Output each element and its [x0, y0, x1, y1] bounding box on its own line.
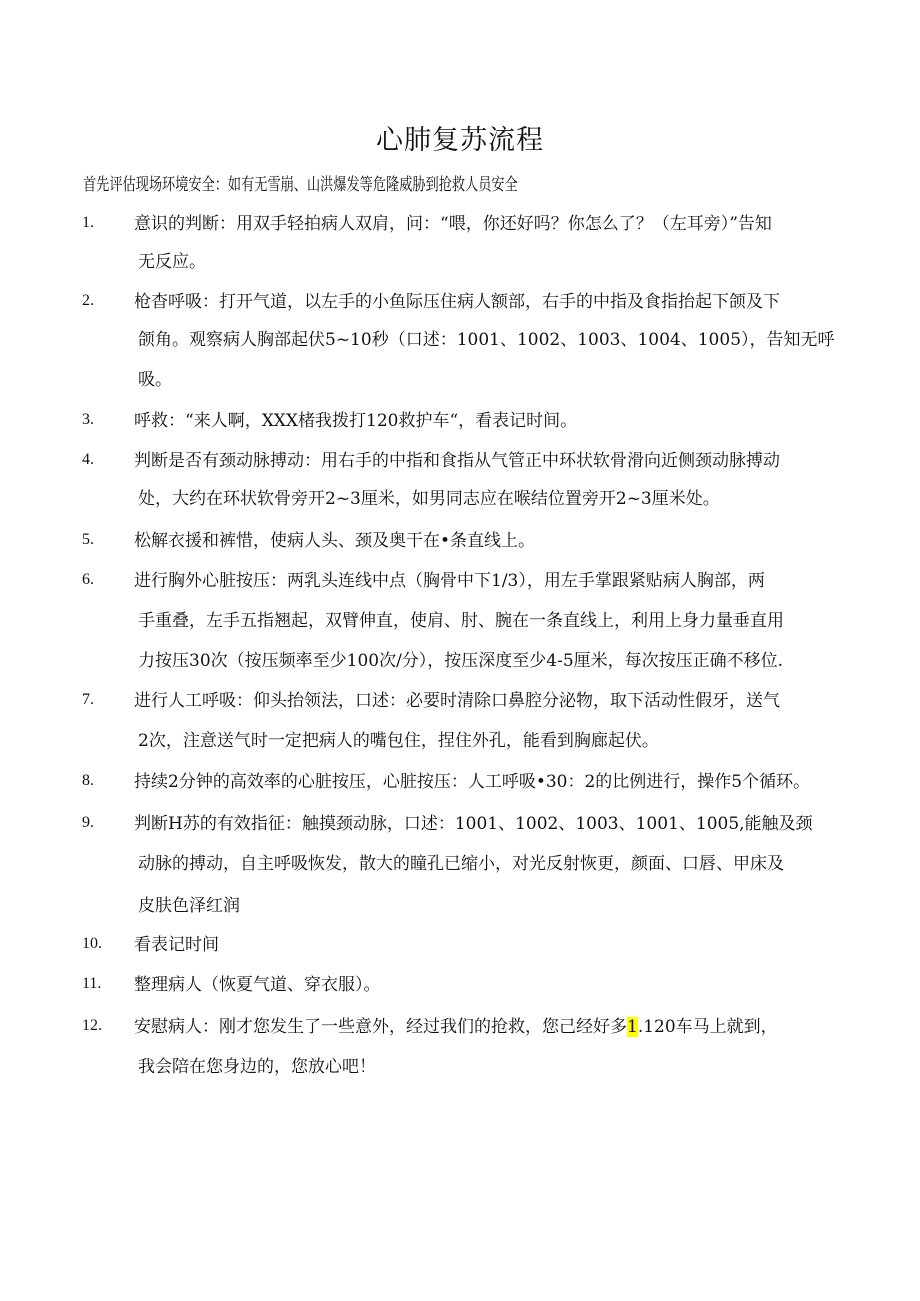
step-number: 9.: [82, 814, 94, 831]
intro-paragraph: 首先评估现场环境安全：如有无雪崩、山洪爆发等危隆威胁到抢救人员安全: [83, 175, 518, 195]
step-line: 无反应。: [138, 252, 206, 272]
step-line: 松解衣援和裤惜，使病人头、颈及奥干在•条直线上。: [134, 531, 536, 551]
step-line: 动脉的搏动，自主呼吸恢发，散大的瞳孔已缩小，对光反射恢更，颜面、口唇、甲床及: [138, 854, 784, 874]
step-line: 皮肤色泽红润: [138, 896, 240, 916]
step-number: 2.: [82, 292, 94, 309]
step-line: 2次，注意送气时一定把病人的嘴包住，捏住外孔，能看到胸廊起伏。: [138, 731, 659, 751]
step-line: 手重叠，左手五指翘起，双臂伸直，使肩、肘、腕在一条直线上，利用上身力量垂直用: [138, 611, 784, 631]
step-number: 5.: [82, 531, 94, 548]
step-line: 意识的判断：用双手轻拍病人双肩，问：“喂，你还好吗？你怎么了？（左耳旁）”告知: [134, 214, 772, 234]
step-line: [134, 1015, 778, 1039]
step-number: 12.: [82, 1017, 102, 1034]
step-line: 吸。: [138, 370, 172, 390]
step-number: 6.: [82, 571, 94, 588]
step-number: 10.: [82, 935, 102, 952]
step-line-text: 安慰病人：刚才您发生了一些意外，经过我们的抢救，您己经好多: [134, 1017, 627, 1037]
step-line: 呼救：“来人啊，XXX楮我拨打120救护车“，看表记时间。: [134, 411, 578, 431]
step-line: 我会陪在您身边的，您放心吧！: [138, 1057, 376, 1077]
step-line: 持续2分钟的高效率的心脏按压，心脏按压：人工呼吸•30：2的比例进行，操作5个循环。: [134, 772, 811, 792]
step-line: 处，大约在环状软骨旁开2~3厘米，如男同志应在喉结位置旁开2~3厘米处。: [138, 489, 720, 509]
step-line: 整理病人（恢夏气道、穿衣服）。: [134, 975, 381, 995]
step-number: 3.: [82, 411, 94, 428]
step-line: 进行胸外心脏按压：两乳头连线中点（胸骨中下1/3），用左手掌跟紧贴病人胸部，两: [134, 571, 765, 591]
document-title: 心肺复苏流程: [376, 125, 544, 156]
step-line: 颌角。观察病人胸部起伏5~10秒（口述：1001、1002、1003、1004、1005），告知无呼: [138, 330, 835, 350]
step-line: 判断是否有颈动脉搏动：用右手的中指和食指从气管正中环状软骨滑向近侧颈动脉搏动: [134, 451, 780, 471]
step-line-text: .120车马上就到，: [637, 1017, 778, 1037]
step-number: 4.: [82, 451, 94, 468]
step-line: 进行人工呼吸：仰头抬领法，口述：必要时清除口鼻腔分泌物，取下活动性假牙，送气: [134, 691, 780, 711]
step-line: 枪杳呼吸：打开气道，以左手的小鱼际压住病人额部，右手的中指及食指抬起下颌及下: [134, 292, 780, 312]
highlighted-text: 1: [627, 1017, 638, 1037]
step-number: 8.: [82, 772, 94, 789]
step-number: 7.: [82, 691, 94, 708]
step-line: 看表记时间: [134, 935, 219, 955]
step-number: 11.: [82, 975, 102, 992]
step-number: 1.: [82, 214, 94, 231]
step-line: 力按压30次（按压频率至少100次/分），按压深度至少4-5厘米，每次按压正确不移位.: [138, 651, 784, 671]
step-line: 判断H苏的有效指征：触摸颈动脉，口述：1001、1002、1003、1001、1005,能触及颈: [134, 814, 813, 834]
